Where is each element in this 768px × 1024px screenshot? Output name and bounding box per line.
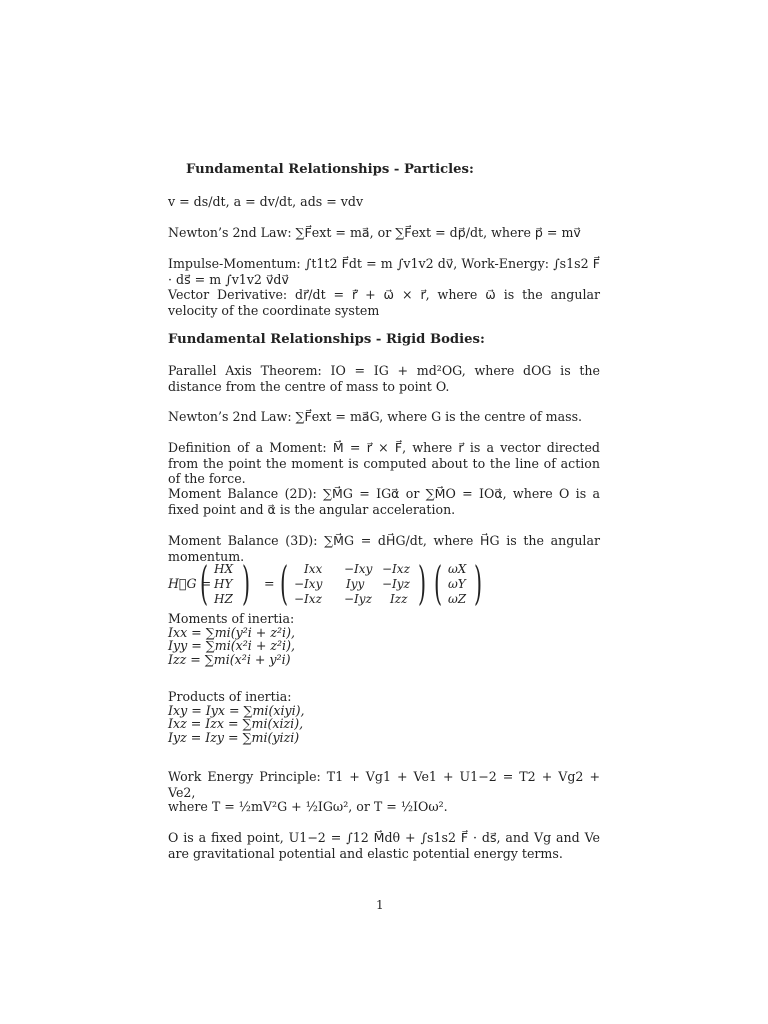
inertia-1-0: −Ixy [294,577,323,591]
particles-heading: Fundamental Relationships - Particles: [186,162,474,177]
moments-of-inertia [168,612,600,666]
paren-open: ( [200,556,209,610]
paren-close: ) [418,556,427,610]
equals-sign: = [264,576,275,591]
vec-w-1: ωY [448,577,466,591]
product-item: Ixy = Iyx = ∑mi(xiyi), [168,702,305,718]
inertia-1-1: Iyy [346,577,365,591]
moment-item: Izz = ∑mi(x²i + y²i) [168,651,291,667]
kinematics-line: v = ds/dt, a = dv/dt, ads = vdv [168,194,364,209]
inertia-0-1: −Ixy [344,562,373,576]
moment-item: Ixx = ∑mi(y²i + z²i), [168,624,295,640]
inertia-2-2: Izz [390,592,408,606]
inertia-1-2: −Iyz [382,577,410,591]
vec-h-0: HX [214,562,234,576]
inertia-2-1: −Iyz [344,592,372,606]
parallel-axis-line: Parallel Axis Theorem: IO = IG + md²OG, where dOG is the distance from the centre of mass to point O. [168,363,600,394]
vec-w-0: ωX [448,562,467,576]
moment-definition-line: Definition of a Moment: M⃗ = r⃗ × F⃗, where r⃗ is a vector directed from the point the moment is computed about to the line of action of the force. [168,440,600,486]
inertia-0-2: −Ixz [382,562,410,576]
impulse-work-line: Impulse-Momentum: ∫t1t2 F⃗dt = m ∫v1v2 dv⃗, Work-Energy: ∫s1s2 F⃗ · ds⃗ = m ∫v1v2 v⃗dv⃗ [168,256,600,287]
moments-title: Moments of inertia: [168,611,295,626]
product-item: Iyz = Izy = ∑mi(yizi) [168,729,300,745]
moment-item: Iyy = ∑mi(x²i + z²i), [168,638,296,653]
inertia-2-0: −Ixz [294,592,322,606]
fixed-point-line: O is a fixed point, U1−2 = ∫12 M⃗dθ + ∫s1s2 F⃗ · ds⃗, and Vg and Ve are gravitational potential and elastic potential energy terms. [168,830,600,861]
kinetic-energy-line: where T = ½mV²G + ½IGω², or T = ½IOω². [168,799,448,814]
products-of-inertia [168,690,600,744]
work-energy-line: Work Energy Principle: T1 + Vg1 + Ve1 + U1−2 = T2 + Vg2 + Ve2, [168,769,600,800]
matrix-lhs: H⃗G = [168,576,212,591]
vector-derivative-line: Vector Derivative: dr⃗/dt = r⃗̇ + ω⃗ × r⃗, where ω⃗ is the angular velocity of the coordinate system [168,287,600,318]
moment-2d-line: Moment Balance (2D): ∑M⃗G = IGα⃗ or ∑M⃗O = IOα⃗, where O is a fixed point and α⃗ is the angular acceleration. [168,486,600,517]
paren-close: ) [474,556,483,610]
angular-momentum-matrix [168,556,600,610]
inertia-0-0: Ixx [304,562,323,576]
products-title: Products of inertia: [168,689,292,704]
newton-rigid-line: Newton’s 2nd Law: ∑F⃗ext = ma⃗G, where G is the centre of mass. [168,409,583,424]
paren-open: ( [280,556,289,610]
rigid-heading: Fundamental Relationships - Rigid Bodies: [168,332,485,347]
vec-h-1: HY [214,577,233,591]
vec-h-2: HZ [214,592,233,606]
newton-particle-line: Newton’s 2nd Law: ∑F⃗ext = ma⃗, or ∑F⃗ext = dp⃗/dt, where p⃗ = mv⃗ [168,225,581,240]
moment-3d-line: Moment Balance (3D): ∑M⃗G = dH⃗G/dt, where H⃗G is the angular momentum. [168,533,600,564]
product-item: Ixz = Izx = ∑mi(xizi), [168,716,304,731]
paren-close: ) [242,556,251,610]
vec-w-2: ωZ [448,592,467,606]
paren-open: ( [434,556,443,610]
page-number: 1 [376,898,384,912]
